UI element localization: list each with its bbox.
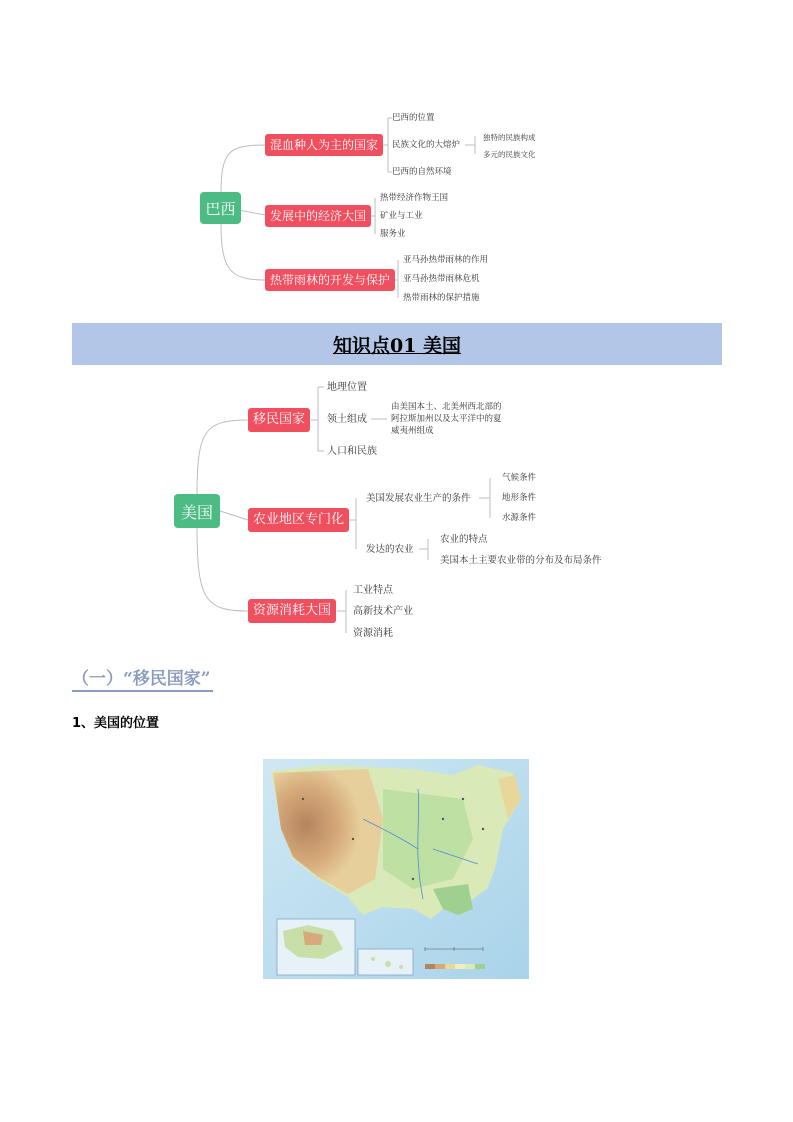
leaf-brazil-location: 巴西的位置 <box>392 113 435 123</box>
leaf-services: 服务业 <box>380 229 406 239</box>
knowledge-point-banner <box>72 323 722 365</box>
leaf-population: 人口和民族 <box>327 446 377 457</box>
leaf-territory-note-3: 威夷州组成 <box>391 426 434 436</box>
leaf-high-tech: 高新技术产业 <box>353 606 413 617</box>
leaf-agriculture-features: 农业的特点 <box>440 534 488 545</box>
leaf-industry: 工业特点 <box>353 585 393 596</box>
leaf-amazon-role: 亚马孙热带雨林的作用 <box>403 255 489 265</box>
branch-economic-power: 发展中的经济大国 <box>265 205 371 227</box>
usa-topographic-map <box>263 759 529 979</box>
branch-resource-consumption: 资源消耗大国 <box>248 599 336 623</box>
leaf-cultural-melting-pot: 民族文化的大熔炉 <box>392 140 461 150</box>
leaf-protection-measures: 热带雨林的保护措施 <box>403 293 480 303</box>
leaf-terrain: 地形条件 <box>502 493 537 503</box>
leaf-territory: 领土组成 <box>327 414 367 425</box>
leaf-tropical-crops: 热带经济作物王国 <box>380 193 449 203</box>
leaf-territory-note-1: 由美国本土、北美州西北部的 <box>391 402 502 412</box>
leaf-territory-note-2: 阿拉斯加州以及太平洋中的夏 <box>391 414 502 424</box>
section-heading: （一）“移民国家” <box>72 664 213 692</box>
leaf-diverse-culture: 多元的民族文化 <box>483 150 536 159</box>
branch-rainforest: 热带雨林的开发与保护 <box>265 269 395 291</box>
leaf-ethnic-composition: 独特的民族构成 <box>483 133 536 142</box>
leaf-resource-use: 资源消耗 <box>353 628 393 639</box>
subheading: 1、美国的位置 <box>72 716 160 731</box>
leaf-farming-conditions: 美国发展农业生产的条件 <box>366 493 471 504</box>
leaf-climate: 气候条件 <box>502 473 537 483</box>
leaf-agricultural-belts: 美国本土主要农业带的分布及布局条件 <box>440 555 602 566</box>
mindmap-root-brazil: 巴西 <box>200 192 241 224</box>
branch-mixed-race-nation: 混血种人为主的国家 <box>265 134 383 156</box>
leaf-water: 水源条件 <box>502 513 537 523</box>
branch-agriculture-specialization: 农业地区专门化 <box>248 508 349 532</box>
leaf-developed-agriculture: 发达的农业 <box>366 544 414 555</box>
leaf-geo-location: 地理位置 <box>327 382 367 393</box>
mindmap-root-usa: 美国 <box>174 494 220 528</box>
leaf-brazil-environment: 巴西的自然环境 <box>392 167 452 177</box>
leaf-mining-industry: 矿业与工业 <box>380 211 423 221</box>
banner-title: 知识点01 美国 <box>332 334 462 357</box>
branch-immigrant-nation: 移民国家 <box>248 408 310 432</box>
leaf-amazon-crisis: 亚马孙热带雨林危机 <box>403 274 480 284</box>
